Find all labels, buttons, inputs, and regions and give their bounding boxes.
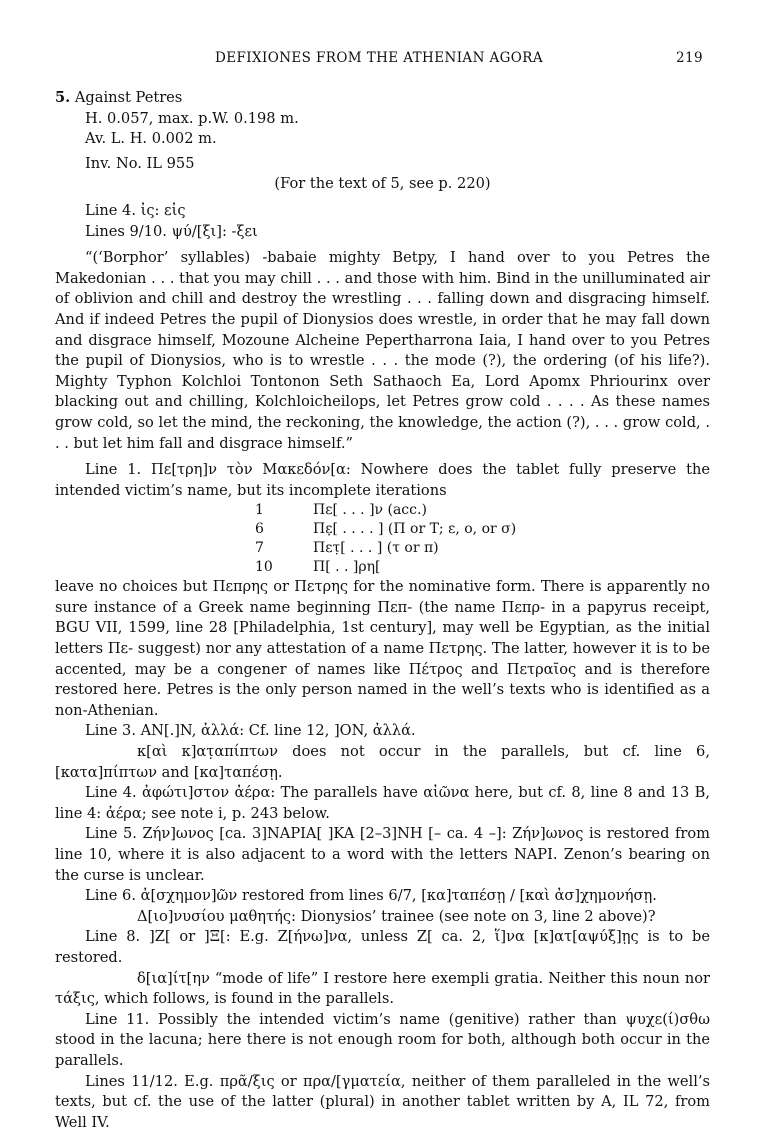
entry-heading: [55, 88, 710, 109]
iteration-text: Π[ . . ]ρη[: [313, 559, 381, 576]
iteration-line: 6: [255, 521, 264, 538]
page-number: 219: [676, 50, 703, 66]
table-row: [255, 520, 516, 539]
variant-lines-9-10: Lines 9/10. ψύ/[ξι]: -ξει: [85, 222, 258, 240]
commentary-lines-11-12: Lines 11/12. E.g. πρᾶ/ξις or πρα/[γματεία, neither of them paralleled in the well’s texts, but cf. the use of the latter (plural) in another tablet written by A, IL 72, from Well IV.: [55, 1072, 710, 1131]
iteration-text: Πε̣[ . . . . ] (Π or Τ; ε, ο, or σ): [313, 521, 517, 538]
commentary-line-11: Line 11. Possibly the intended victim’s name (genitive) rather than ψυχε(ί)σθω stood in the lacuna; here there is not enough room for both, although both occur in the parallels.: [55, 1010, 710, 1069]
table-row: [255, 501, 516, 520]
commentary-line-4: Line 4. ἀφώτι]στον ἀέρα: The parallels have αἰῶνα here, but cf. 8, line 8 and 13 B, line 4: ἀέρα; see note i, p. 243 below.: [55, 784, 710, 822]
dimensions-line-2: Av. L. H. 0.002 m.: [85, 130, 217, 148]
translation: “(‘Borphor’ syllables) -babaie mighty Betpy, I hand over to you Petres the Makedonian . . . that you may chill . . . and those with him. Bind in the unilluminated air of oblivion and chill and destroy the wrestling . . . falling down and disgracing himself. And if indeed Petres the pupil of Dionysios does wrestle, in order that he may fall down and disgrace himself, Mozoune Alcheine Pepertharrona Iaia, I hand over to you Petres the pupil of Dionysios, who is to wrestle . . . the mode (?), the ordering (of his life?). Mighty Typhon Kolchloi Tontonon Seth Sathaoch Ea, Lord Apomx Phriourinx over blacking out and chilling, Kolchloicheilops, let Petres grow cold . . . . As these names grow cold, so let the mind, the reckoning, the knowledge, the action (?), . . . grow cold, . . . but let him fall and disgrace himself.”: [55, 249, 710, 452]
commentary-line-1-continued: leave no choices but Πεπρης or Πετρης for the nominative form. There is apparently no sure instance of a Greek name beginning Πεπ- (the name Πεπρ- in a papyrus receipt, BGU VII, 1599, line 28 [Philadelphia, 1st century], may well be Egyptian, as the initial letters Πε- suggest) nor any attestation of a name Πετρης. The latter, however it is to be accented, may be a congener of names like Πέτρος and Πετραῖος and is therefore restored here. Petres is the only person named in the well’s texts who is identified as a non-Athenian.: [55, 578, 710, 719]
table-row: [255, 539, 516, 558]
entry-number: 5.: [55, 89, 71, 106]
iteration-text: Πε[ . . . ]ν (acc.): [313, 502, 427, 519]
commentary-line-6: Line 6. ἀ[σχημον]ῶν restored from lines 6/7, [κα]ταπέσῃ / [καὶ ἀσ]χημονήσῃ.: [85, 887, 657, 905]
commentary-line-1: Line 1. Πε[τρη]ν τὸν Μακεδόν[α: Nowhere does the tablet fully preserve the intended victim’s name, but its incomplete iterations: [55, 461, 710, 499]
running-head: [0, 50, 759, 70]
commentary-line-8: Line 8. ]Ζ[ or ]Ξ[: E.g. Ζ[ήνω]να, unless Ζ[ ca. 2, ἵ]να [κ]ατ[αψύξ]ῃς is to be restored.: [55, 928, 710, 966]
commentary-line-3: Line 3. AN[.]N, ἀλλά: Cf. line 12, ]ON, ἀλλά.: [85, 722, 416, 740]
iteration-line: 10: [255, 559, 273, 576]
article-body: [55, 88, 710, 1133]
text-reference: (For the text of 5, see p. 220): [274, 175, 491, 193]
inventory-number: Inv. No. IL 955: [85, 154, 195, 172]
table-row: [255, 558, 516, 577]
running-title: DEFIXIONES FROM THE ATHENIAN AGORA: [215, 50, 543, 66]
commentary-line-3b: κ[αὶ κ]ατ̣απίπτων does not occur in the parallels, but cf. line 6, [κατα]πίπτων and [κα]ταπέσῃ.: [55, 743, 710, 781]
commentary-line-8b: δ[ια]ίτ[ην “mode of life” I restore here exempli gratia. Neither this noun nor τάξις, which follows, is found in the parallels.: [55, 969, 710, 1008]
commentary-line-6b: Δ[ιο]νυσίου μαθητής: Dionysios’ trainee (see note on 3, line 2 above)?: [137, 907, 656, 925]
variant-line-4: Line 4. ἰς: εἰς: [85, 201, 186, 219]
commentary-line-5: Line 5. Ζήν]ωνος [ca. 3]NAPIA[ ]KA [2–3]NH [– ca. 4 –]: Ζήν]ωνος is restored from line 10, where it is also adjacent to a word with the letters NAPI. Zenon’s bearing on the curse is unclear.: [55, 825, 710, 884]
iteration-line: 1: [255, 502, 264, 519]
entry-title: Against Petres: [74, 89, 183, 106]
iteration-line: 7: [255, 540, 264, 557]
name-iterations-table: [255, 501, 516, 577]
dimensions-line-1: H. 0.057, max. p.W. 0.198 m.: [85, 109, 299, 127]
iteration-text: Πετ̣[ . . . ] (τ or π): [313, 540, 439, 557]
